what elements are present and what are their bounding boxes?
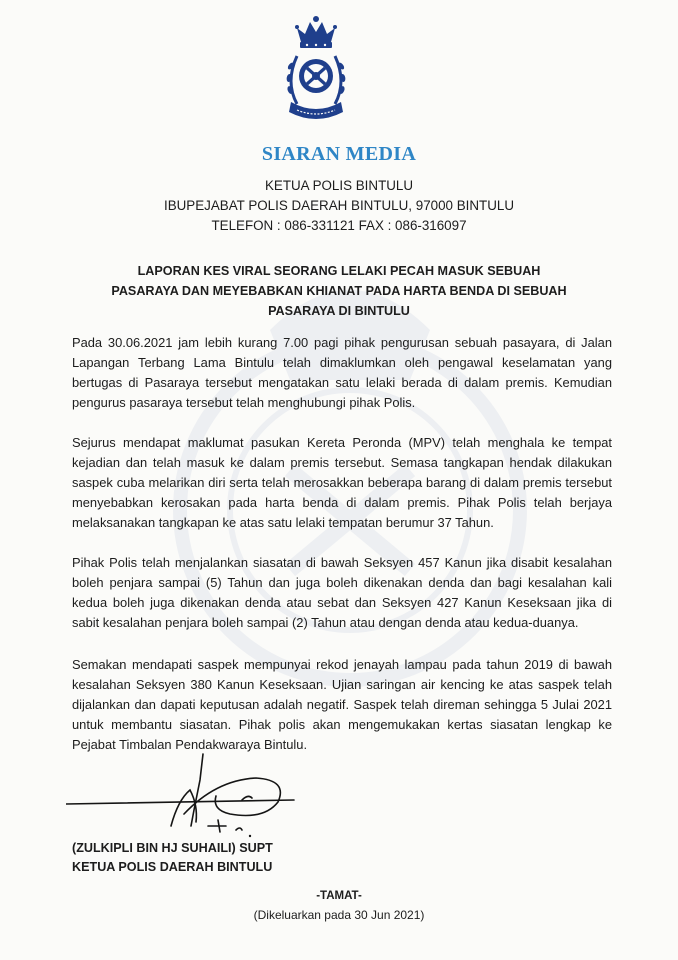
issue-date: (Dikeluarkan pada 30 Jun 2021) <box>253 908 425 922</box>
end-marker: -TAMAT- <box>316 890 362 902</box>
royal-malaysia-police-crest-icon <box>283 12 349 126</box>
headline-line: PASARAYA DAN MEYEBABKAN KHIANAT PADA HARTA BENDA DI SEBUAH <box>111 284 567 298</box>
body-paragraph-2: Sejurus mendapat maklumat pasukan Kereta Peronda (MPV) telah menghala ke tempat kejadian dan telah masuk ke dalam premis tersebut. Semasa tangkapan hendak dilakukan saspek cuba melarikan diri serta telah merosakkan beberapa barang di dalam premis tersebut menyebabkan kerosakan pada harta benda di dalam premis. Pihak Polis telah berjaya melaksanakan tangkapan ke atas satu lelaki tempatan berumur 37 Tahun. <box>72 435 612 530</box>
signatory-name: (ZULKIPLI BIN HJ SUHAILI) SUPT <box>72 841 273 855</box>
office-name: KETUA POLIS BINTULU <box>264 178 414 193</box>
document-title: SIARAN MEDIA <box>261 143 417 165</box>
signatory-title: KETUA POLIS DAERAH BINTULU <box>72 860 273 874</box>
office-address: IBUPEJABAT POLIS DAERAH BINTULU, 97000 BINTULU <box>163 198 514 213</box>
headline-line: PASARAYA DI BINTULU <box>268 304 410 318</box>
headline-line: LAPORAN KES VIRAL SEORANG LELAKI PECAH MASUK SEBUAH <box>137 264 541 278</box>
handwritten-signature-icon <box>66 750 296 850</box>
body-paragraph-4: Semakan mendapati saspek mempunyai rekod jenayah lampau pada tahun 2019 di bawah kesalahan Seksyen 380 Kanun Keseksaan. Ujian saringan air kencing ke atas saspek telah dijalankan dan dapati keputusan adalah negatif. Saspek telah direman sehingga 5 Julai 2021 untuk membantu siasatan. Pihak polis akan mengemukakan kertas siasatan lengkap ke Pejabat Timbalan Pendakwaraya Bintulu. <box>72 657 612 752</box>
body-paragraph-1: Pada 30.06.2021 jam lebih kurang 7.00 pagi pihak pengurusan sebuah pasayara, di Jalan Lapangan Terbang Lama Bintulu telah dimaklumkan oleh pengawal keselamatan yang bertugas di Pasaraya tersebut mengatakan satu lelaki berada di dalam premis. Kemudian pengurus pasaraya tersebut telah menghubungi pihak Polis. <box>72 335 612 410</box>
body-paragraph-3: Pihak Polis telah menjalankan siasatan di bawah Seksyen 457 Kanun jika disabit kesalahan boleh penjara sampai (5) Tahun dan juga boleh dikenakan denda dan bagi kesalahan kali kedua boleh juga dikenakan denda atau sebat dan Seksyen 427 Kanun Keseksaan jika di sabit kesalahan penjara boleh sampai (2) Tahun atau dengan denda atau kedua-duanya. <box>72 555 612 630</box>
office-contact: TELEFON : 086-331121 FAX : 086-316097 <box>211 218 467 233</box>
headline <box>60 261 618 321</box>
